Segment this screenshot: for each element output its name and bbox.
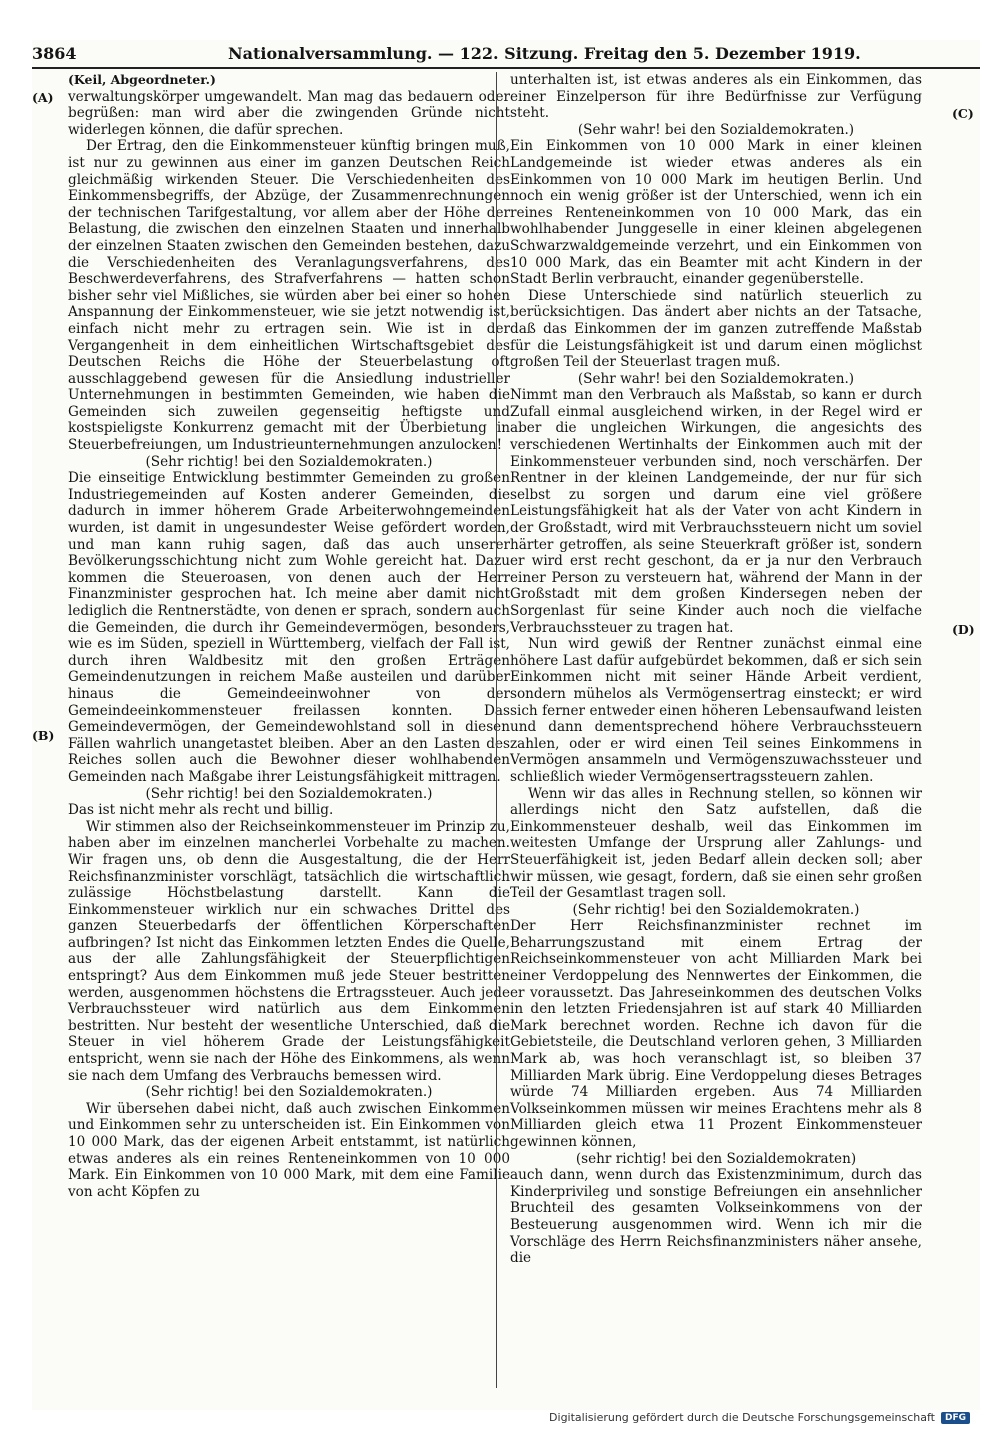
- paragraph: Das ist nicht mehr als recht und billig.: [68, 802, 334, 819]
- interjection: (Sehr richtig! bei den Sozialdemokraten.): [572, 901, 860, 918]
- interjection: (sehr richtig! bei den Sozialdemokraten): [575, 1150, 857, 1167]
- footer-text: Digitalisierung gefördert durch die Deutsche Forschungsgemeinschaft: [549, 1411, 935, 1424]
- paragraph: Wir übersehen dabei nicht, daß auch zwischen Einkommen und Einkommen sehr zu unterscheiden ist. Ein Einkommen von 10 000 Mark, das der eigenen Arbeit entstammt, ist natürlich etwas anderes als ein reines Renteneinkommen von 10 000 Mark. Ein Einkommen von 10 000 Mark, mit dem eine Familie von acht Köpfen zu: [68, 1100, 510, 1200]
- paragraph: Diese Unterschiede sind natürlich steuerlich zu berücksichtigen. Das ändert aber nichts an der Tatsache, daß das Einkommen der im ganzen zutreffende Maßstab für die Leistungsfähigkeit ist und darum einen möglichst großen Teil der Steuerlast tragen muß.: [510, 287, 922, 371]
- margin-marker-a: (A): [32, 90, 54, 105]
- margin-marker-d: (D): [952, 622, 975, 637]
- paragraph: Die einseitige Entwicklung bestimmter Gemeinden zu großen Industriegemeinden auf Kosten anderer Gemeinden, die dadurch in immer höherem Grade Arbeiterwohngemeinden wurden, ist damit in ungesundester Weise gefördert worden, und man kann ruhig sagen, daß das auch unserer Bevölkerungsschichtung nicht zum Wohle gereicht hat. Dazu kommen die Steueroasen, von denen auch der Herr Finanzminister gesprochen hat. Ich meine aber damit nicht lediglich die Rentnerstädte, von denen er sprach, sondern auch die Gemeinden, die durch ihr Gemeindevermögen, besonders, wie es im Süden, speziell in Württemberg, vielfach der Fall ist, durch ihren Waldbesitz mit den großen Erträgen Gemeindenutzungen in reichem Maße austeilen und darüber hinaus die Gemeindeeinwohner von der Gemeindeeinkommensteuer freilassen konnten. Das Gemeindevermögen, der Gemeindewohlstand soll in diesen Fällen wahrlich unangetastet bleiben. Aber an den Lasten des Reiches sollen auch die Bewohner dieser wohlhabenden Gemeinden nach Maßgabe ihrer Leistungsfähigkeit mittragen.: [68, 470, 510, 785]
- paragraph: Nun wird gewiß der Rentner zunächst einmal eine höhere Last dafür aufgebürdet bekommen, daß er sich sein Einkommen nicht mit seiner Hände Arbeit verdient, sondern mühelos als Vermögensertrag einsteckt; er wird sich ferner entweder einen höheren Lebensaufwand leisten und dann dementsprechend höhere Verbrauchssteuern zahlen, oder er wird einen Teil seines Einkommens in Vermögen ansammeln und Vermögenszuwachssteuer und schließlich wieder Vermögensertragssteuern zahlen.: [510, 636, 922, 785]
- speaker-label: (Keil, Abgeordneter.): [68, 72, 216, 87]
- paragraph: Wir stimmen also der Reichseinkommensteuer im Prinzip zu, haben aber im einzelnen mancherlei Vorbehalte zu machen. Wir fragen uns, ob denn die Ausgestaltung, die der Herr Reichsfinanzminister vorschlägt, tatsächlich die wirtschaftlich zulässige Höchstbelastung darstellt. Kann die Einkommensteuer wirklich nur ein schwaches Drittel des ganzen Steuerbedarfs der öffentlichen Körperschaften aufbringen? Ist nicht das Einkommen letzten Endes die Quelle, aus der alle Zahlungsfähigkeit der Steuerpflichtigen entspringt? Aus dem Einkommen muß jede Steuer bestritten werden, ausgenommen höchstens die Ertragssteuer. Auch jede Verbrauchssteuer wird natürlich aus dem Einkommen bestritten. Nur besteht der wesentliche Unterschied, daß die Steuer in viel höherem Grade der Leistungsfähigkeit entspricht, wenn sie nach der Höhe des Einkommens, als wenn sie nach dem Umfang des Verbrauchs bemessen wird.: [68, 818, 510, 1084]
- margin-marker-b: (B): [32, 728, 55, 743]
- interjection: (Sehr richtig! bei den Sozialdemokraten.): [145, 785, 433, 802]
- left-column: [68, 72, 510, 1200]
- margin-marker-c: (C): [952, 106, 974, 121]
- interjection: (Sehr richtig! bei den Sozialdemokraten.): [145, 453, 433, 470]
- paragraph: auch dann, wenn durch das Existenzminimum, durch das Kinderprivileg und sonstige Befreiungen ein ansehnlicher Bruchteil des gesamten Volkseinkommens von der Besteuerung ausgenommen wird. Wenn ich mir die Vorschläge des Herrn Reichsfinanzministers näher ansehe, die: [510, 1167, 922, 1267]
- column-divider: [496, 72, 497, 1388]
- interjection: (Sehr wahr! bei den Sozialdemokraten.): [577, 370, 855, 387]
- right-column: [510, 72, 922, 1267]
- interjection: (Sehr wahr! bei den Sozialdemokraten.): [577, 121, 855, 138]
- paragraph: Ein Einkommen von 10 000 Mark in einer kleinen Landgemeinde ist wieder etwas anderes als ein Einkommen von 10 000 Mark im heutigen Berlin. Und noch ein wenig größer ist der Unterschied, wenn ich ein reines Renteneinkommen von 10 000 Mark, das ein wohlhabender Junggeselle in einer kleinen abgelegenen Schwarzwaldgemeinde verzehrt, und ein Einkommen von 10 000 Mark, das ein Beamter mit acht Kindern in der Stadt Berlin verbraucht, einander gegenüberstelle.: [510, 138, 922, 288]
- header-rule: [32, 67, 980, 69]
- interjection: (Sehr richtig! bei den Sozialdemokraten.): [145, 1084, 433, 1101]
- page-number: 3864: [32, 44, 77, 63]
- digitization-footer: [549, 1411, 970, 1424]
- page-header: [32, 44, 980, 68]
- dfg-logo: DFG: [941, 1412, 970, 1424]
- paragraph: Nimmt man den Verbrauch als Maßstab, so kann er durch Zufall einmal ausgleichend wirken, in der Regel wird er aber die ungleichen Wirkungen, die angesichts des verschiedenen Wertinhalts der Einkommen auch mit der Einkommensteuer verbunden sind, noch verschärfen. Der Rentner in der kleinen Landgemeinde, der nur für sich selbst zu sorgen und darum eine viel größere Leistungsfähigkeit hat als der Vater von acht Kindern in der Großstadt, wird mit Verbrauchssteuern nicht um soviel härter getroffen, als seine Steuerkraft größer ist, sondern er wird erst recht geschont, da er ja nur den Verbrauch einer Person zu versteuern hat, während der Mann in der Großstadt mit dem großen Kindersegen neben der Sorgenlast für seine Kinder auch noch die vielfache Verbrauchssteuer zu tragen hat.: [510, 387, 922, 636]
- running-title: Nationalversammlung. — 122. Sitzung. Freitag den 5. Dezember 1919.: [228, 44, 861, 63]
- paragraph: Der Ertrag, den die Einkommensteuer künftig bringen muß, ist nur zu gewinnen aus einer im ganzen Deutschen Reich gleichmäßig wirkenden Steuer. Die Verschiedenheiten des Einkommensbegriffs, der Abzüge, der Zusammenrechnungen der technischen Tarifgestaltung, vor allem aber der Höhe der Belastung, die zwischen den einzelnen Staaten und innerhalb der einzelnen Staaten zwischen den Gemeinden bestehen, dazu die Verschiedenheiten des Veranlagungsverfahrens, des Beschwerdeverfahrens, des Strafverfahrens — hatten schon bisher sehr viel Mißliches, sie würden aber bei einer so hohen Anspannung der Einkommensteuer, wie sie jetzt notwendig ist, einfach nicht mehr zu ertragen sein. Wie ist in der Vergangenheit in dem einheitlichen Wirtschaftsgebiet des Deutschen Reichs die Höhe der Steuerbelastung oft ausschlaggebend gewesen für die Ansiedlung industrieller Unternehmungen in bestimmten Gemeinden, wie haben die Gemeinden sich zuweilen gegenseitig heftigste und kostspieligste Konkurrenz gemacht mit der Überbietung in Steuerbefreiungen, um Industrieunternehmungen anzulocken!: [68, 138, 510, 454]
- page: [32, 40, 980, 1410]
- paragraph: Wenn wir das alles in Rechnung stellen, so können wir allerdings nicht den Satz aufstellen, daß die Einkommensteuer deshalb, weil das Einkommen im weitesten Umfange der Ursprung aller Zahlungs- und Steuerfähigkeit ist, jeden Bedarf allein decken soll; aber wir müssen, wie gesagt, fordern, daß sie einen sehr großen Teil der Gesamtlast tragen soll.: [510, 785, 922, 902]
- paragraph: verwaltungskörper umgewandelt. Man mag das bedauern oder begrüßen: man wird aber die zwingenden Gründe nicht widerlegen können, die dafür sprechen.: [68, 88, 510, 138]
- paragraph: Der Herr Reichsfinanzminister rechnet im Beharrungszustand mit einem Ertrag der Reichseinkommensteuer von acht Milliarden Mark bei einer Verdoppelung des Nennwertes der Einkommen, die er voraussetzt. Das Jahreseinkommen des deutschen Volks in den letzten Friedensjahren ist auf stark 40 Milliarden Mark berechnet worden. Rechne ich davon für die Gebietsteile, die Deutschland verloren gehen, 3 Milliarden Mark ab, was hoch veranschlagt ist, so bleiben 37 Milliarden Mark übrig. Eine Verdoppelung dieses Betrages würde 74 Milliarden ergeben. Aus 74 Milliarden Volkseinkommen müssen wir meines Erachtens mehr als 8 Milliarden gleich etwa 11 Prozent Einkommensteuer gewinnen können,: [510, 918, 922, 1150]
- paragraph: unterhalten ist, ist etwas anderes als ein Einkommen, das einer Einzelperson für ihre Bedürfnisse zur Verfügung steht.: [510, 72, 922, 122]
